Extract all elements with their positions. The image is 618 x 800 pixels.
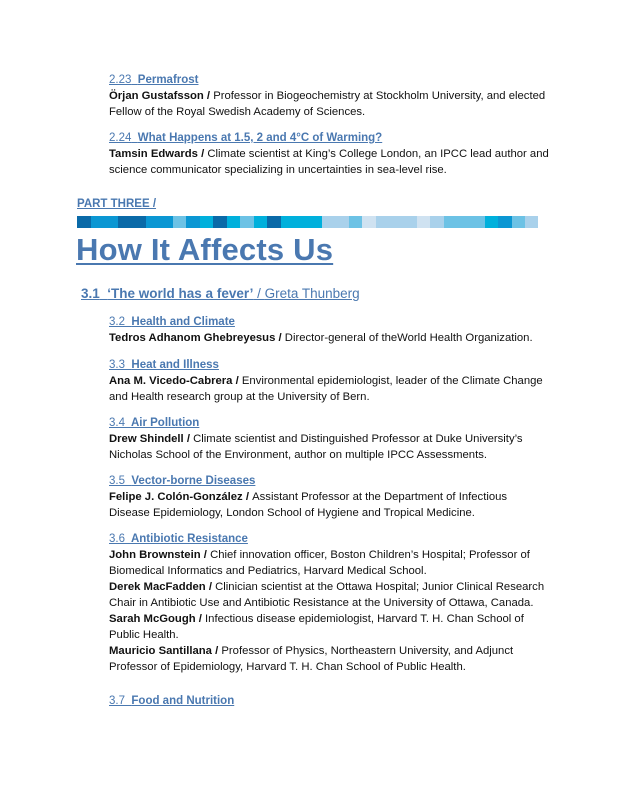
contributor-description: Tedros Adhanom Ghebreyesus / Director-general of theWorld Health Organization. xyxy=(109,332,533,344)
toc-entry-3-3 xyxy=(109,358,549,405)
contributor-name: John Brownstein xyxy=(109,549,201,561)
section-link-vector-borne-diseases[interactable]: 3.5 Vector-borne Diseases xyxy=(109,475,256,487)
section-link-antibiotic-resistance[interactable]: 3.6 Antibiotic Resistance xyxy=(109,533,248,545)
section-link-air-pollution[interactable]: 3.4 Air Pollution xyxy=(109,417,200,429)
part-title[interactable]: How It Affects Us xyxy=(76,232,334,267)
contributor-name: Drew Shindell xyxy=(109,433,184,445)
toc-entry-3-2 xyxy=(109,315,549,346)
contributor-name: Ana M. Vicedo-Cabrera xyxy=(109,375,233,387)
section-link-food-and-nutrition[interactable]: 3.7 Food and Nutrition xyxy=(109,695,235,707)
section-link-heat-and-illness[interactable]: 3.3 Heat and Illness xyxy=(109,359,219,371)
decorative-color-bar xyxy=(77,216,538,228)
contributor-description: Ana M. Vicedo-Cabrera / Environmental epidemiologist, leader of the Climate Change and Health research group at the University of Bern. xyxy=(109,375,543,403)
section-link-permafrost[interactable]: 2.23 Permafrost xyxy=(109,74,199,86)
section-link-health-and-climate[interactable]: 3.2 Health and Climate xyxy=(109,316,235,328)
part-three-label[interactable]: PART THREE / xyxy=(77,198,157,210)
toc-entry-2-23 xyxy=(109,73,549,120)
contributor-name: Örjan Gustafsson xyxy=(109,90,204,102)
contributor-description: Örjan Gustafsson / Professor in Biogeochemistry at Stockholm University, and elected Fellow of the Royal Swedish Academy of Sciences. xyxy=(109,90,546,118)
contributor-description: Felipe J. Colón-González / Assistant Professor at the Department of Infectious Disease Epidemiology, London School of Hygiene and Tropical Medicine. xyxy=(109,491,508,519)
contributor-description: Tamsin Edwards / Climate scientist at King’s College London, an IPCC lead author and science communicator specializing in uncertainties in sea-level rise. xyxy=(109,148,549,176)
contributor-name: Mauricio Santillana xyxy=(109,645,212,657)
toc-entry-3-4 xyxy=(109,416,549,463)
toc-entry-3-7 xyxy=(109,694,549,709)
contributor-description: Mauricio Santillana / Professor of Physics, Northeastern University, and Adjunct Professor of Epidemiology, Harvard T. H. Chan School of Public Health. xyxy=(109,645,514,673)
contributor-description: Derek MacFadden / Clinician scientist at the Ottawa Hospital; Junior Clinical Research Chair in Antibiotic Use and Antibiotic Resistance at the University of Ottawa, Canada. xyxy=(109,581,545,609)
contributor-name: Felipe J. Colón-González xyxy=(109,491,243,503)
toc-entry-3-5 xyxy=(109,474,549,521)
toc-entry-3-6 xyxy=(109,532,549,675)
contributor-description: Sarah McGough / Infectious disease epidemiologist, Harvard T. H. Chan School of Public Health. xyxy=(109,613,524,641)
contributor-name: Tedros Adhanom Ghebreyesus xyxy=(109,332,276,344)
contributor-name: Tamsin Edwards xyxy=(109,148,198,160)
toc-entry-2-24 xyxy=(109,131,549,178)
contributor-description: Drew Shindell / Climate scientist and Distinguished Professor at Duke University’s Nicholas School of the Environment, author on multiple IPCC Assessments. xyxy=(109,433,523,461)
contributor-name: Derek MacFadden xyxy=(109,581,206,593)
essay-author: Greta Thunberg xyxy=(264,286,360,301)
opening-essay-link[interactable]: 3.1 ‘The world has a fever’ / Greta Thunberg xyxy=(81,286,360,301)
contributor-description: John Brownstein / Chief innovation officer, Boston Children’s Hospital; Professor of Biomedical Informatics and Pediatrics, Harvard Medical School. xyxy=(109,549,530,577)
section-link-warming-levels[interactable]: 2.24 What Happens at 1.5, 2 and 4°C of Warming? xyxy=(109,132,383,144)
contributor-name: Sarah McGough xyxy=(109,613,196,625)
